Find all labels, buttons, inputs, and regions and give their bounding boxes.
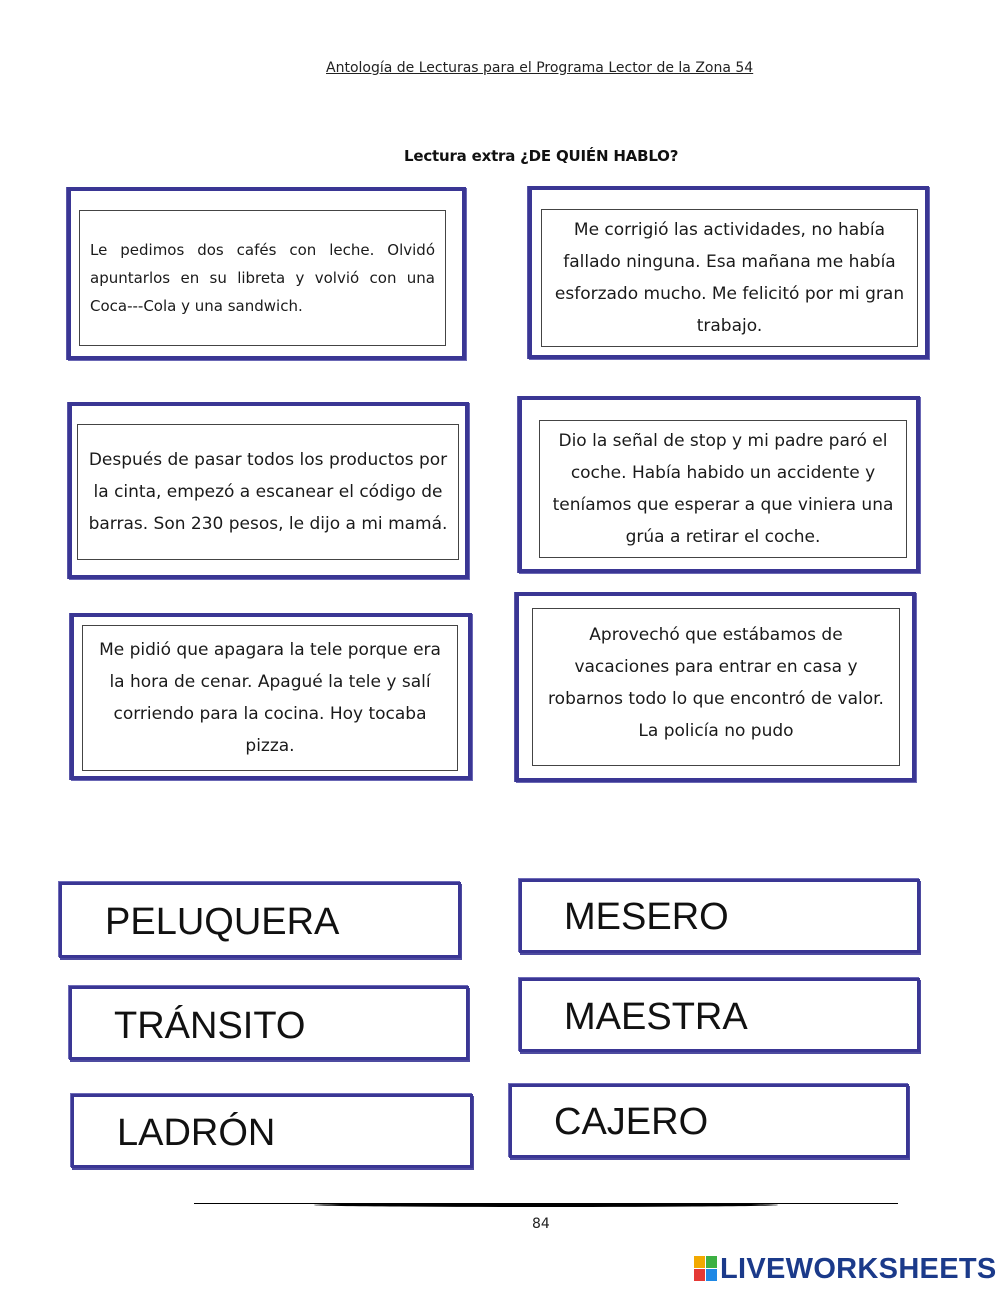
answer-box-transito[interactable] [69, 986, 469, 1060]
reading-card-2 [528, 186, 929, 359]
logo-square-2 [706, 1256, 717, 1268]
answer-box-mesero[interactable] [519, 879, 920, 953]
answer-label-ladron: LADRÓN [117, 1112, 276, 1154]
footer-divider [194, 1203, 898, 1207]
answer-label-peluquera: PELUQUERA [105, 901, 340, 943]
liveworksheets-logo-icon [694, 1256, 718, 1282]
reading-card-3 [68, 402, 469, 579]
reading-card-1 [67, 187, 466, 360]
reading-text-1: Le pedimos dos cafés con leche. Olvidó apuntarlos en su libreta y volvió con una Coca---Cola y una sandwich. [90, 241, 435, 315]
answer-label-maestra: MAESTRA [564, 996, 748, 1038]
anthology-header: Antología de Lecturas para el Programa Lector de la Zona 54 [326, 60, 754, 76]
logo-square-1 [694, 1256, 705, 1268]
reading-card-4 [518, 396, 920, 573]
answer-label-mesero: MESERO [564, 896, 729, 938]
answer-label-cajero: CAJERO [554, 1101, 709, 1143]
logo-square-3 [694, 1269, 705, 1281]
liveworksheets-brand[interactable] [694, 1252, 997, 1286]
reading-card-5 [70, 613, 472, 780]
logo-square-4 [706, 1269, 717, 1281]
reading-card-6 [515, 592, 916, 782]
answer-box-maestra[interactable] [519, 978, 920, 1052]
reading-text-5: Me pidió que apagara la tele porque era la hora de cenar. Apagué la tele y salí corriendo para la cocina. Hoy tocaba pizza. [99, 640, 441, 756]
reading-text-2: Me corrigió las actividades, no había fallado ninguna. Esa mañana me había esforzado mucho. Me felicitó por mi gran trabajo. [554, 220, 905, 336]
liveworksheets-wordmark: LIVEWORKSHEETS [720, 1252, 997, 1285]
page-title: Lectura extra ¿DE QUIÉN HABLO? [404, 147, 679, 165]
page-number: 84 [532, 1216, 550, 1232]
reading-text-6: Aprovechó que estábamos de vacaciones para entrar en casa y robarnos todo lo que encontró de valor. La policía no pudo [548, 625, 884, 741]
reading-text-4: Dio la señal de stop y mi padre paró el coche. Había habido un accidente y teníamos que esperar a que viniera una grúa a retirar el coche. [552, 431, 894, 547]
answer-box-ladron[interactable] [71, 1094, 473, 1168]
answer-box-cajero[interactable] [509, 1084, 909, 1158]
reading-text-3: Después de pasar todos los productos por la cinta, empezó a escanear el código de barras. Son 230 pesos, le dijo a mi mamá. [88, 450, 448, 534]
answer-label-transito: TRÁNSITO [114, 1005, 306, 1047]
answer-box-peluquera[interactable] [59, 882, 461, 958]
